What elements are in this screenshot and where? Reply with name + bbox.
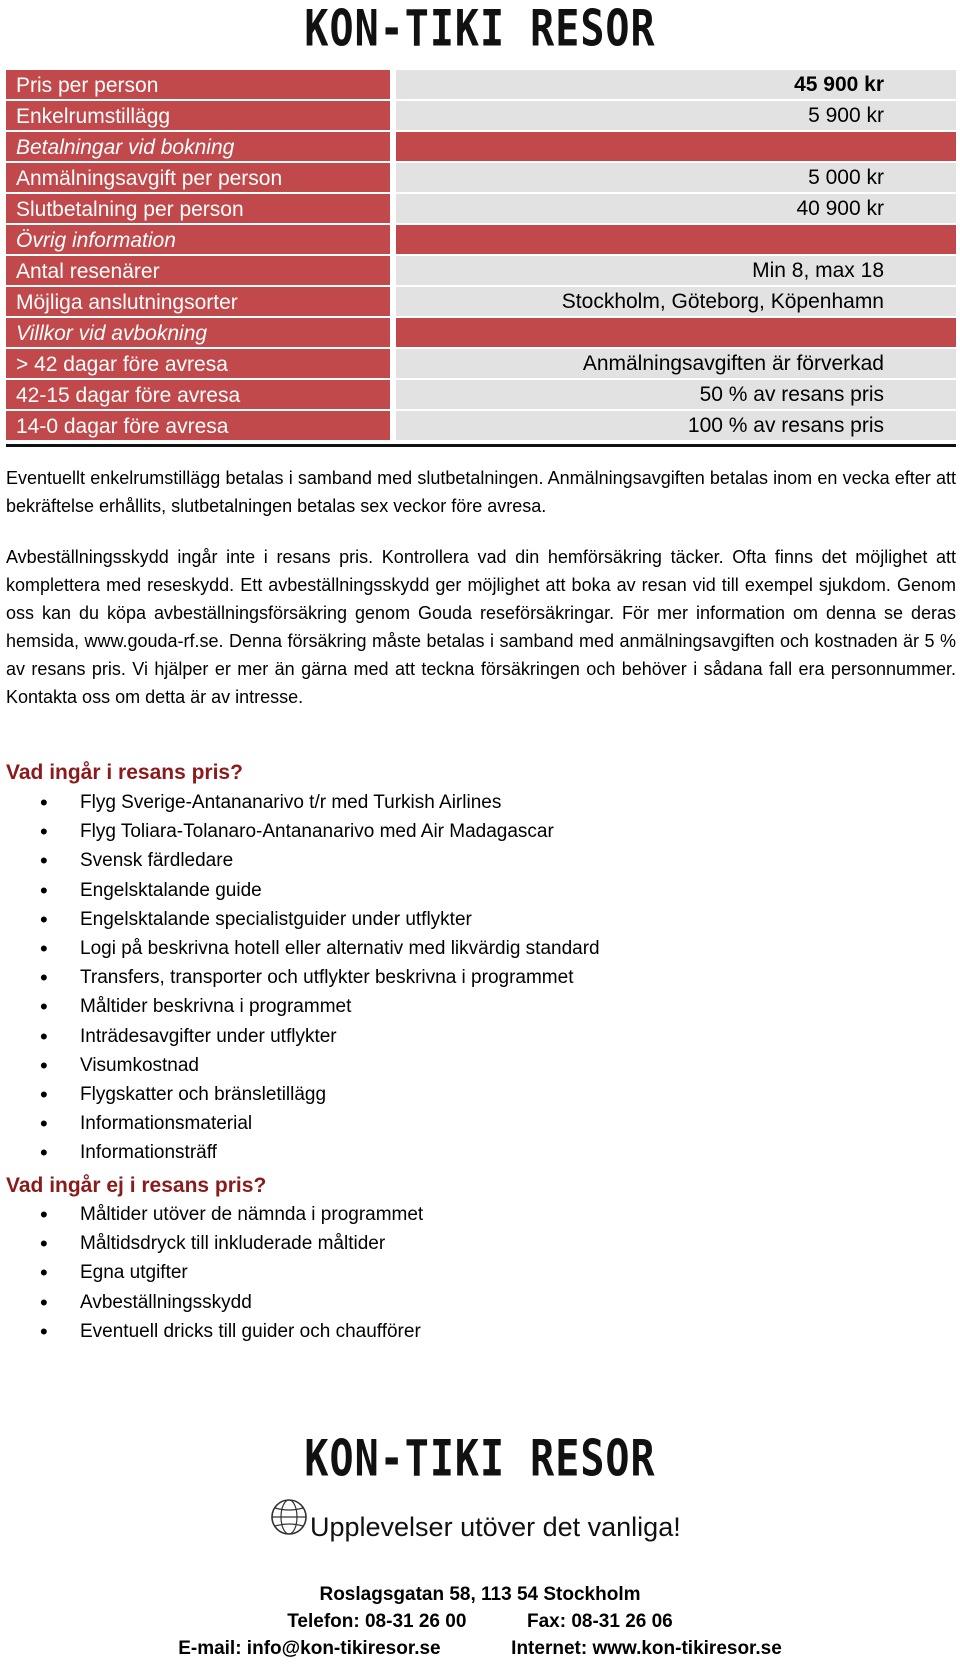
table-row (6, 411, 956, 442)
contact-web (0, 1638, 960, 1660)
payment-info-paragraph: Eventuellt enkelrumstillägg betalas i samband med slutbetalningen. Anmälningsavgiften betalas inom en vecka efter att bekräftelse erhållits, slutbetalningen betalas sex veckor före avresa. (6, 468, 956, 516)
price-table (6, 70, 956, 447)
row-label: > 42 dagar före avresa (6, 349, 390, 380)
list-item: • Informationsträff (40, 1138, 600, 1167)
table-row (6, 380, 956, 411)
included-list (40, 788, 600, 1168)
list-item: • Informationsmaterial (40, 1109, 600, 1138)
address: Roslagsgatan 58, 113 54 Stockholm (319, 1584, 641, 1605)
row-value (396, 132, 956, 163)
cancellation-info-paragraph: Avbeställningsskydd ingår inte i resans pris. Kontrollera vad din hemförsäkring täcker. Ofta finns det möjlighet att komplettera med reseskydd. Ett avbeställningsskydd ger möjlighet att boka av resan vid till exempel sjukdom. Genom oss kan du köpa avbeställningsförsäkring genom Gouda reseförsäkringar. För mer information om denna se deras hemsida, www.gouda-rf.se. Denna försäkring måste betalas i samband med anmälningsavgiften och kostnaden är 5 % av resans pris. Vi hjälper er mer än gärna med att teckna försäkringen och behöver i sådana fall era personnummer. Kontakta oss om detta är av intresse. (6, 547, 956, 707)
table-row (6, 194, 956, 225)
table-bottom-rule (6, 444, 956, 447)
email: E-mail: info@kon-tikiresor.se (178, 1638, 441, 1659)
row-value: 5 900 kr (396, 101, 956, 132)
list-item: • Logi på beskrivna hotell eller alternativ med likvärdig standard (40, 934, 600, 963)
list-item: • Flyg Toliara-Tolanaro-Antananarivo med Air Madagascar (40, 817, 600, 846)
row-label: Slutbetalning per person (6, 194, 390, 225)
website: Internet: www.kon-tikiresor.se (511, 1638, 782, 1659)
table-row (6, 163, 956, 194)
row-value: Min 8, max 18 (396, 256, 956, 287)
row-label: Enkelrumstillägg (6, 101, 390, 132)
row-label: Övrig information (6, 225, 390, 256)
fax: Fax: 08-31 26 06 (526, 1611, 673, 1632)
table-row (6, 287, 956, 318)
row-label: Anmälningsavgift per person (6, 163, 390, 194)
table-row (6, 101, 956, 132)
row-value: Anmälningsavgiften är förverkad (396, 349, 956, 380)
globe-icon (270, 1497, 308, 1537)
table-row (6, 70, 956, 101)
list-item: • Engelsktalande guide (40, 876, 600, 905)
list-item: • Måltider beskrivna i programmet (40, 992, 600, 1021)
list-item: • Flyg Sverige-Antananarivo t/r med Turkish Airlines (40, 788, 600, 817)
table-section-row (6, 318, 956, 349)
excluded-heading: Vad ingår ej i resans pris? (6, 1174, 267, 1197)
row-label: 14-0 dagar före avresa (6, 411, 390, 442)
list-item: • Svensk färdledare (40, 846, 600, 875)
list-item: • Avbeställningsskydd (40, 1288, 423, 1317)
row-label: Villkor vid avbokning (6, 318, 390, 349)
row-label: Betalningar vid bokning (6, 132, 390, 163)
company-logo-footer: KON-TIKI RESOR (304, 1430, 656, 1488)
table-row (6, 256, 956, 287)
list-item: • Flygskatter och bränsletillägg (40, 1080, 600, 1109)
phone: Telefon: 08-31 26 00 (287, 1611, 467, 1632)
contact-phone-fax (0, 1611, 960, 1633)
list-item: • Transfers, transporter och utflykter beskrivna i programmet (40, 963, 600, 992)
list-item: • Egna utgifter (40, 1258, 423, 1287)
excluded-list (40, 1200, 423, 1346)
included-heading: Vad ingår i resans pris? (6, 761, 243, 784)
row-label: 42-15 dagar före avresa (6, 380, 390, 411)
list-item: • Engelsktalande specialistguider under utflykter (40, 905, 600, 934)
list-item: • Eventuell dricks till guider och chaufförer (40, 1317, 423, 1346)
table-row (6, 349, 956, 380)
row-value: 40 900 kr (396, 194, 956, 225)
row-label: Möjliga anslutningsorter (6, 287, 390, 318)
row-label: Pris per person (6, 70, 390, 101)
tagline: Upplevelser utöver det vanliga! (310, 1512, 681, 1542)
list-item: • Måltider utöver de nämnda i programmet (40, 1200, 423, 1229)
row-value: 50 % av resans pris (396, 380, 956, 411)
table-section-row (6, 225, 956, 256)
row-value: 45 900 kr (396, 70, 956, 101)
list-item: • Måltidsdryck till inkluderade måltider (40, 1229, 423, 1258)
row-value: 5 000 kr (396, 163, 956, 194)
table-section-row (6, 132, 956, 163)
list-item: • Visumkostnad (40, 1051, 600, 1080)
row-value (396, 318, 956, 349)
row-value (396, 225, 956, 256)
row-value: Stockholm, Göteborg, Köpenhamn (396, 287, 956, 318)
list-item: • Inträdesavgifter under utflykter (40, 1022, 600, 1051)
company-logo: KON-TIKI RESOR (304, 0, 656, 58)
row-value: 100 % av resans pris (396, 411, 956, 442)
row-label: Antal resenärer (6, 256, 390, 287)
